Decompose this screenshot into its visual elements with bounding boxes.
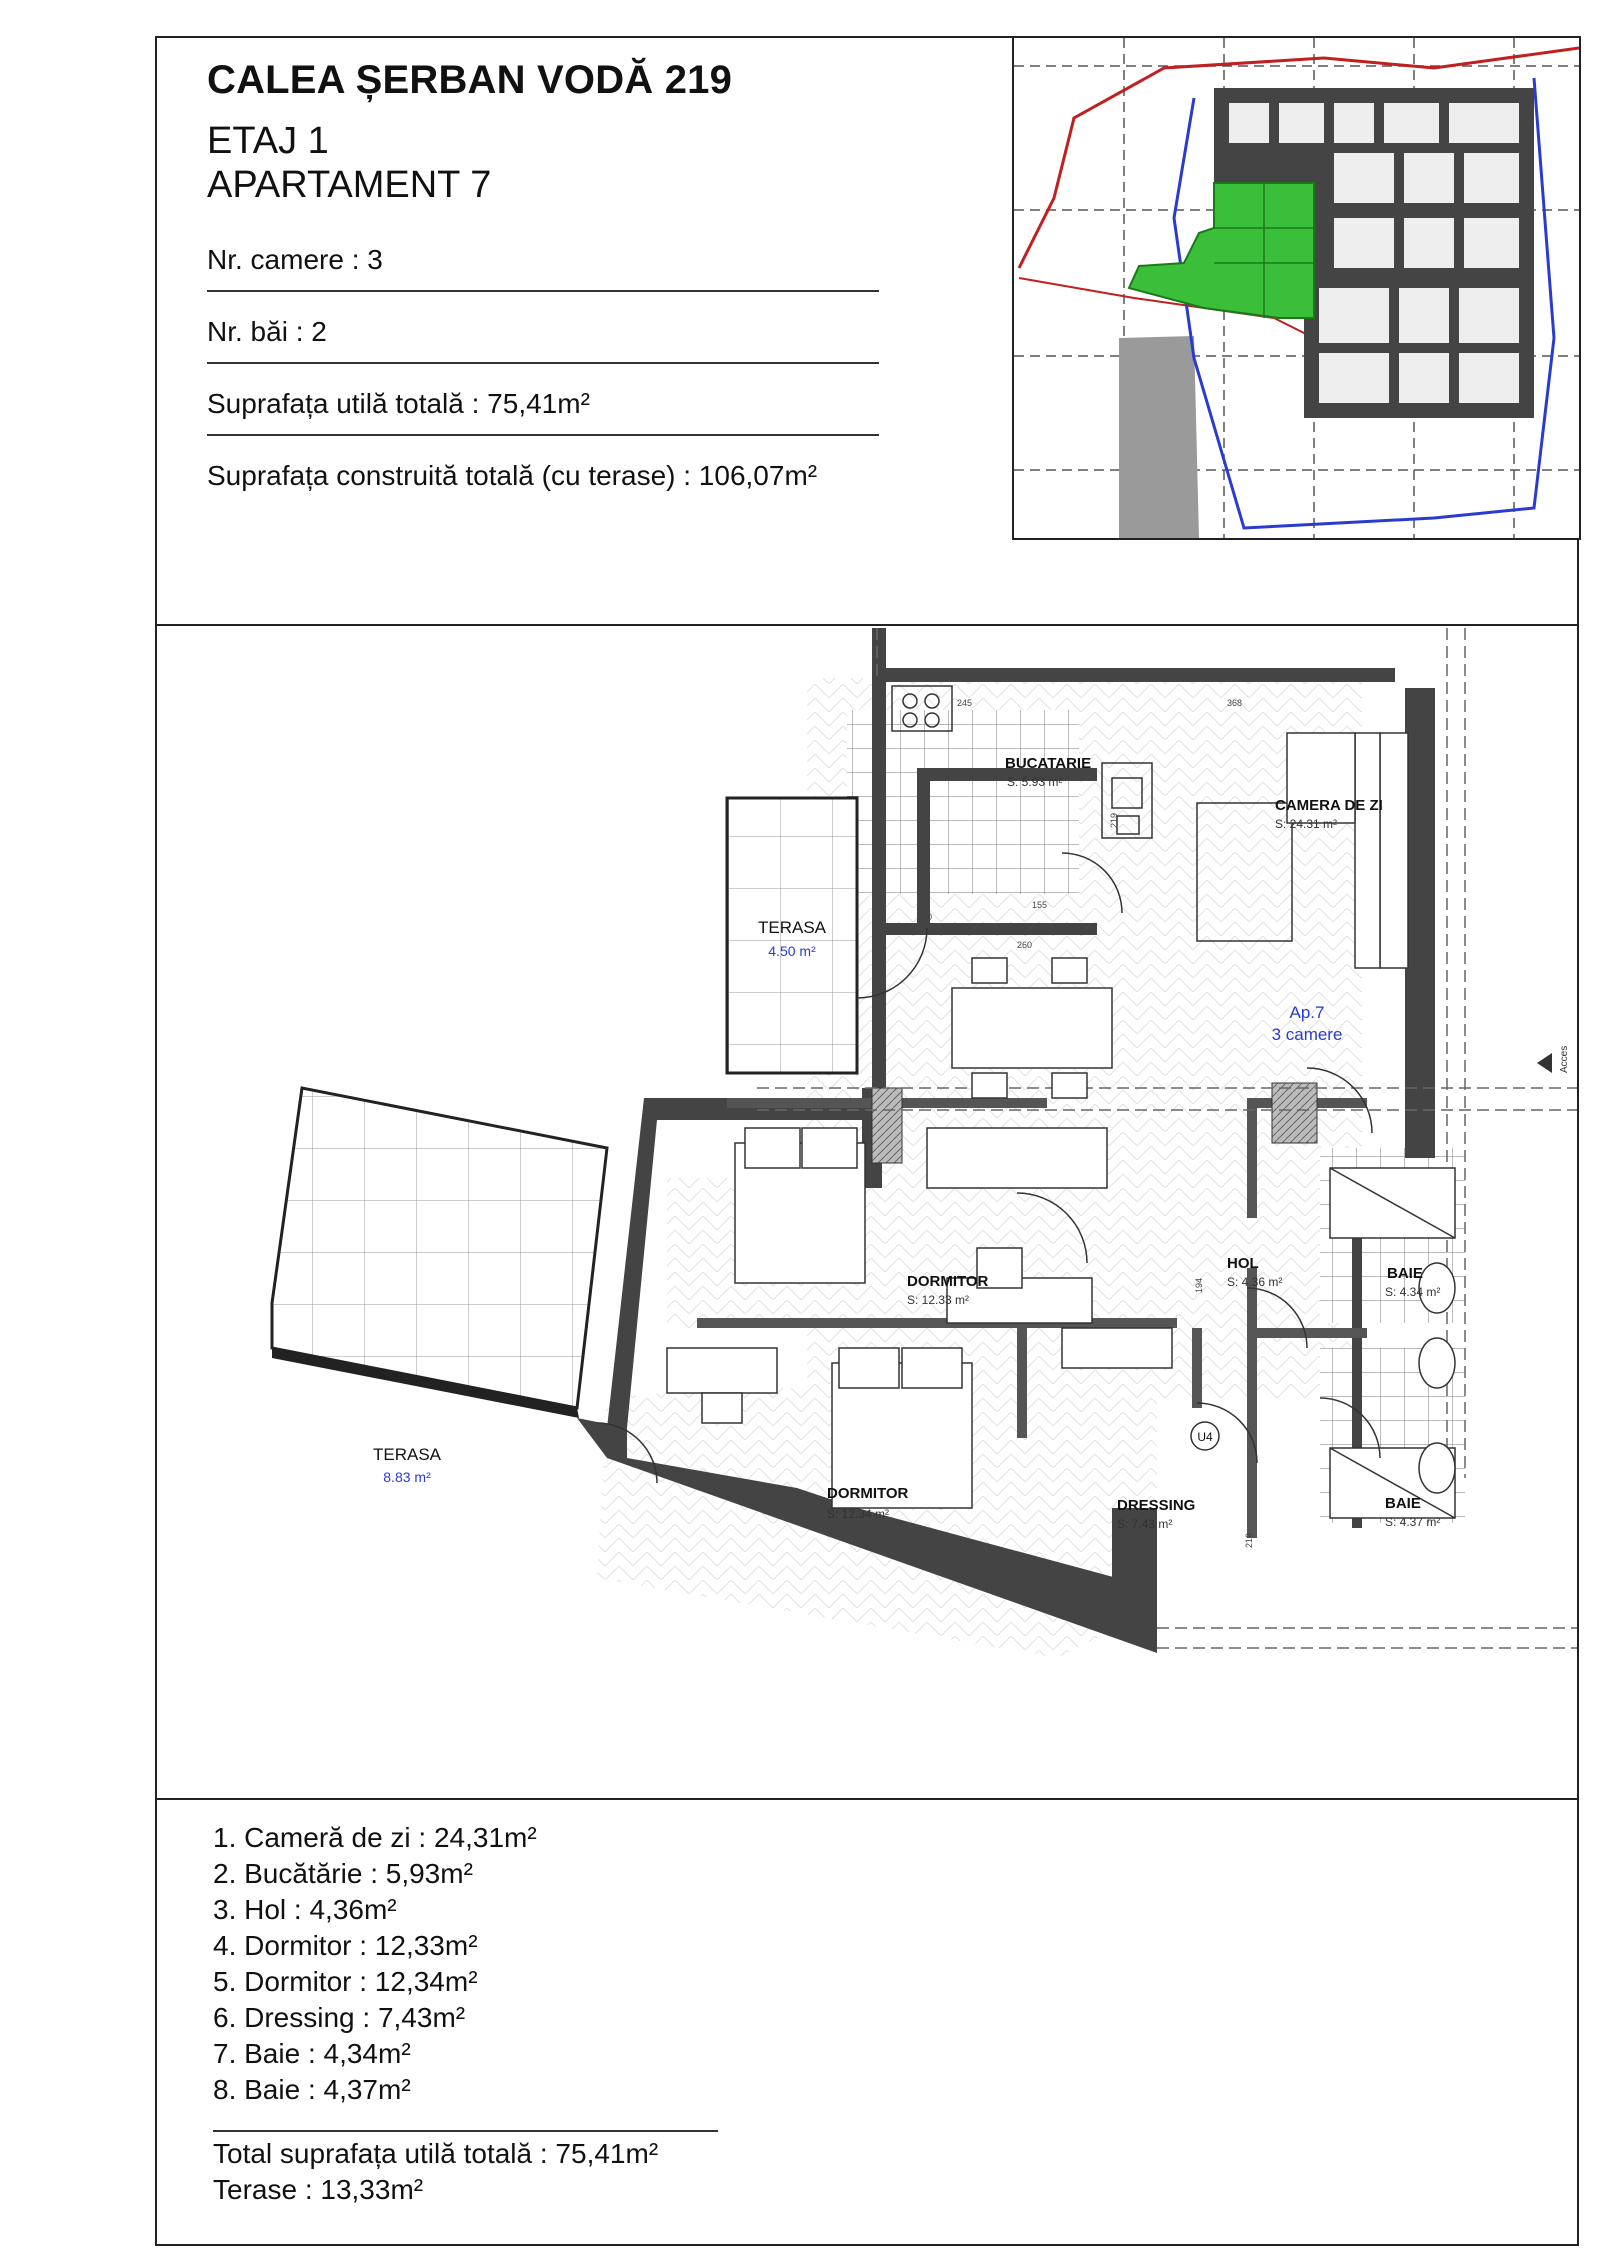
dimension: 194 [1194,1277,1204,1293]
apartment-tag: Ap.7 [1289,1003,1325,1022]
room-area-bedroom2: S: 12.34 m² [827,1507,890,1521]
apartment-label: APARTAMENT 7 [207,164,492,206]
terrace-area-1: 4.50 m² [768,943,816,959]
legend-item: 7. Baie : 4,34m² [213,2038,411,2069]
dimension: 155 [1032,900,1048,910]
legend-item: 5. Dormitor : 12,34m² [213,1966,478,1997]
legend-item: 3. Hol : 4,36m² [213,1894,397,1925]
room-name-hall: HOL [1227,1255,1259,1272]
access-label: Acces [1559,1045,1570,1073]
floor-label: ETAJ 1 [207,120,329,162]
baths-count: Nr. băi : 2 [207,316,327,347]
terrace-area-2: 8.83 m² [383,1469,431,1485]
room-name-living: CAMERA DE ZI [1275,797,1383,814]
dimension: 219 [1109,812,1119,828]
rooms-count: Nr. camere : 3 [207,244,383,275]
room-area-hall: S: 4.36 m² [1227,1275,1283,1289]
legend-item: 1. Cameră de zi : 24,31m² [213,1822,537,1853]
dimension: 245 [957,698,973,708]
room-name-dressing: DRESSING [1117,1497,1196,1514]
room-name-bedroom2: DORMITOR [827,1485,909,1502]
legend-item: 4. Dormitor : 12,33m² [213,1930,478,1961]
floorplan-sheet [155,36,1579,2246]
room-name-bath1: BAIE [1387,1265,1423,1282]
divider [213,2130,718,2132]
room-area-kitchen: S: 5.93 m² [1007,775,1063,789]
dimension: 210 [917,912,933,922]
room-area-dressing: S: 7.43 m² [1117,1517,1173,1531]
dimension: 368 [1227,698,1243,708]
room-area-bedroom1: S: 12.33 m² [907,1293,970,1307]
dimension: 219 [1244,1532,1254,1548]
legend-terraces: Terase : 13,33m² [213,2174,424,2205]
site-plan-thumbnail [1012,36,1581,540]
legend-total: Total suprafața utilă totală : 75,41m² [213,2138,659,2169]
room-name-bedroom1: DORMITOR [907,1273,989,1290]
room-name-bath2: BAIE [1385,1495,1421,1512]
access-arrow-icon [1537,1053,1552,1073]
built-area: Suprafața construită totală (cu terase) : 106,07m² [207,460,818,491]
floor-plan [157,628,1577,1798]
room-area-living: S: 24.31 m² [1275,817,1338,831]
legend-item: 8. Baie : 4,37m² [213,2074,411,2105]
apartment-rooms-tag: 3 camere [1271,1025,1343,1044]
terrace-name-2: TERASA [372,1445,442,1464]
usable-area: Suprafața utilă totală : 75,41m² [207,388,590,419]
terrace-name-1: TERASA [757,918,827,937]
floor-plan-drawing [157,628,1577,1798]
room-area-bath1: S: 4.34 m² [1385,1285,1441,1299]
legend-item: 2. Bucătărie : 5,93m² [213,1858,473,1889]
site-plan-drawing [1014,38,1579,538]
room-area-bath2: S: 4.37 m² [1385,1515,1441,1529]
dimension: 260 [1017,940,1033,950]
address-title: CALEA ȘERBAN VODĂ 219 [207,58,733,102]
room-legend [157,1798,1577,2246]
legend-item: 6. Dressing : 7,43m² [213,2002,466,2033]
room-name-kitchen: BUCATARIE [1005,755,1092,772]
door-tag: U4 [1197,1430,1213,1444]
divider [207,434,879,436]
header-panel [157,38,1577,626]
dimension: 80 [917,900,928,910]
divider [207,290,879,292]
divider [207,362,879,364]
